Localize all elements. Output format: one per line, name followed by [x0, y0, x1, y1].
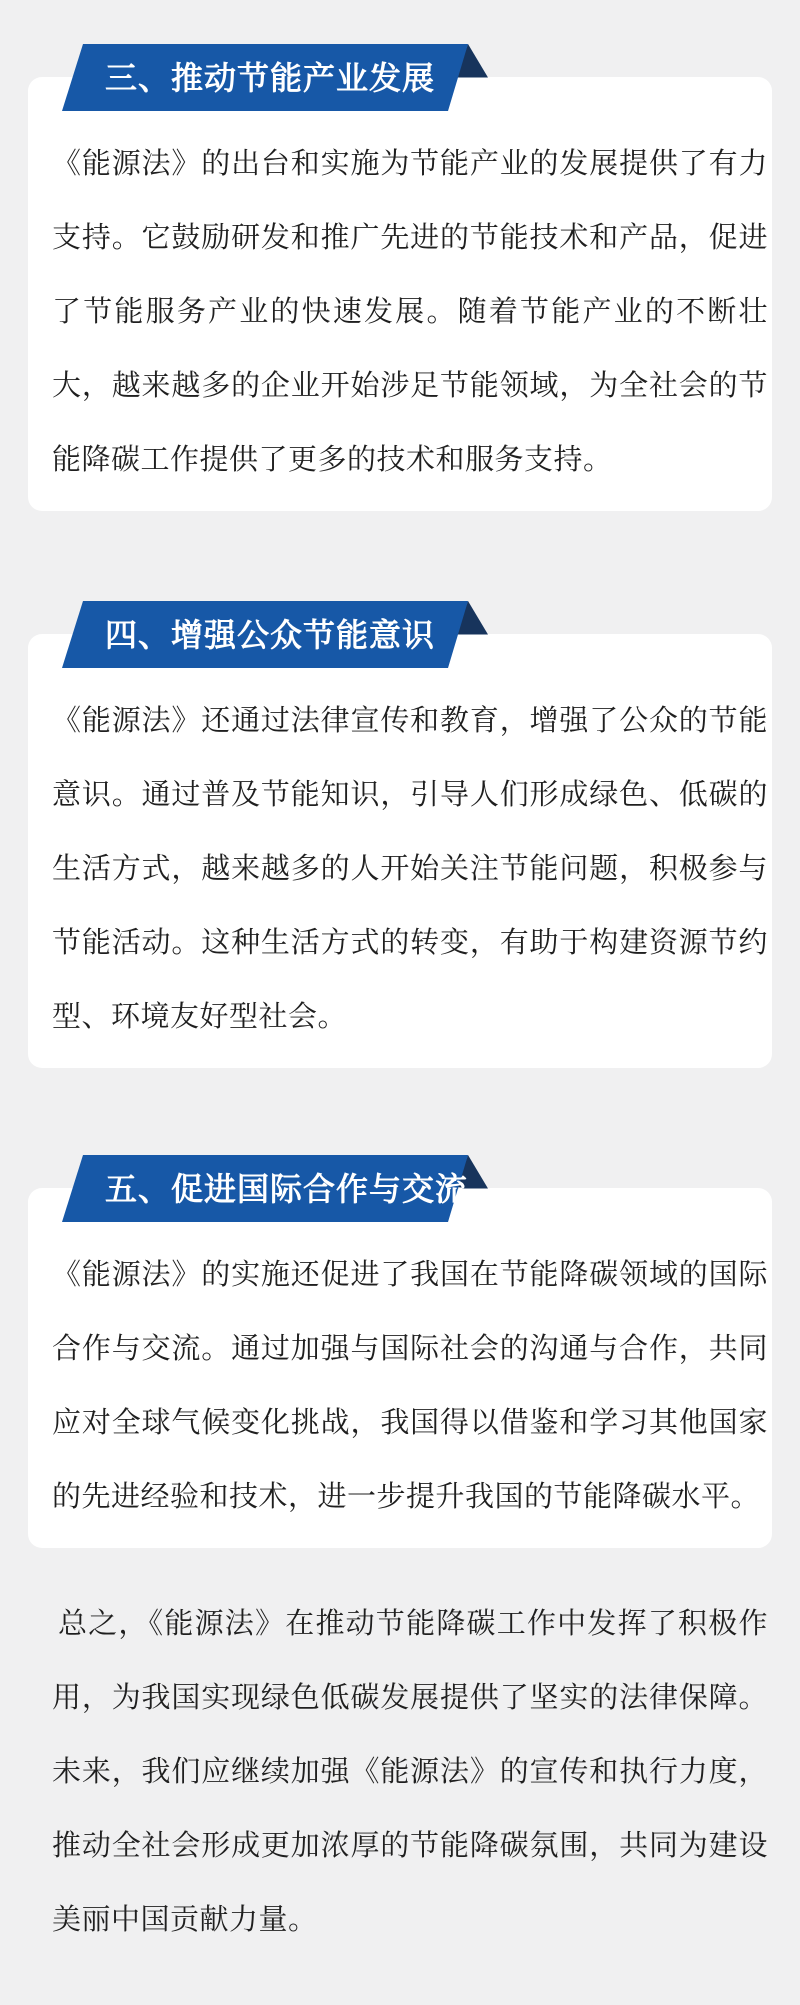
section-4-paragraph: 《能源法》还通过法律宣传和教育，增强了公众的节能意识。通过普及节能知识，引导人们形成绿色、低碳的生活方式，越来越多的人开始关注节能问题，积极参与节能活动。这种生活方式的转变，有助于构建资源节约型、环境友好型社会。: [52, 705, 768, 1033]
section-4-heading: 四、增强公众节能意识: [105, 617, 436, 653]
section-3-paragraph: 《能源法》的出台和实施为节能产业的发展提供了有力支持。它鼓励研发和推广先进的节能技术和产品，促进了节能服务产业的快速发展。随着节能产业的不断壮大，越来越多的企业开始涉足节能领域，为全社会的节能降碳工作提供了更多的技术和服务支持。: [52, 148, 768, 476]
section-5-paragraph: 《能源法》的实施还促进了我国在节能降碳领域的国际合作与交流。通过加强与国际社会的沟通与合作，共同应对全球气候变化挑战，我国得以借鉴和学习其他国家的先进经验和技术，进一步提升我国的节能降碳水平。: [52, 1259, 768, 1513]
section-3-heading: 三、推动节能产业发展: [105, 60, 436, 96]
section-5-card: [28, 1188, 772, 1548]
section-5-heading-banner: [62, 1155, 488, 1222]
section-3-card: [28, 77, 772, 511]
section-3-heading-banner: [62, 44, 488, 111]
section-4-heading-banner: [62, 601, 488, 668]
section-5-heading: 五、促进国际合作与交流: [105, 1171, 469, 1207]
article-page: [0, 44, 800, 2005]
closing-paragraph: 总之，《能源法》在推动节能降碳工作中发挥了积极作用，为我国实现绿色低碳发展提供了坚实的法律保障。未来，我们应继续加强《能源法》的宣传和执行力度，推动全社会形成更加浓厚的节能降碳氛围，共同为建设美丽中国贡献力量。: [52, 1608, 768, 1936]
section-4-card: [28, 634, 772, 1068]
